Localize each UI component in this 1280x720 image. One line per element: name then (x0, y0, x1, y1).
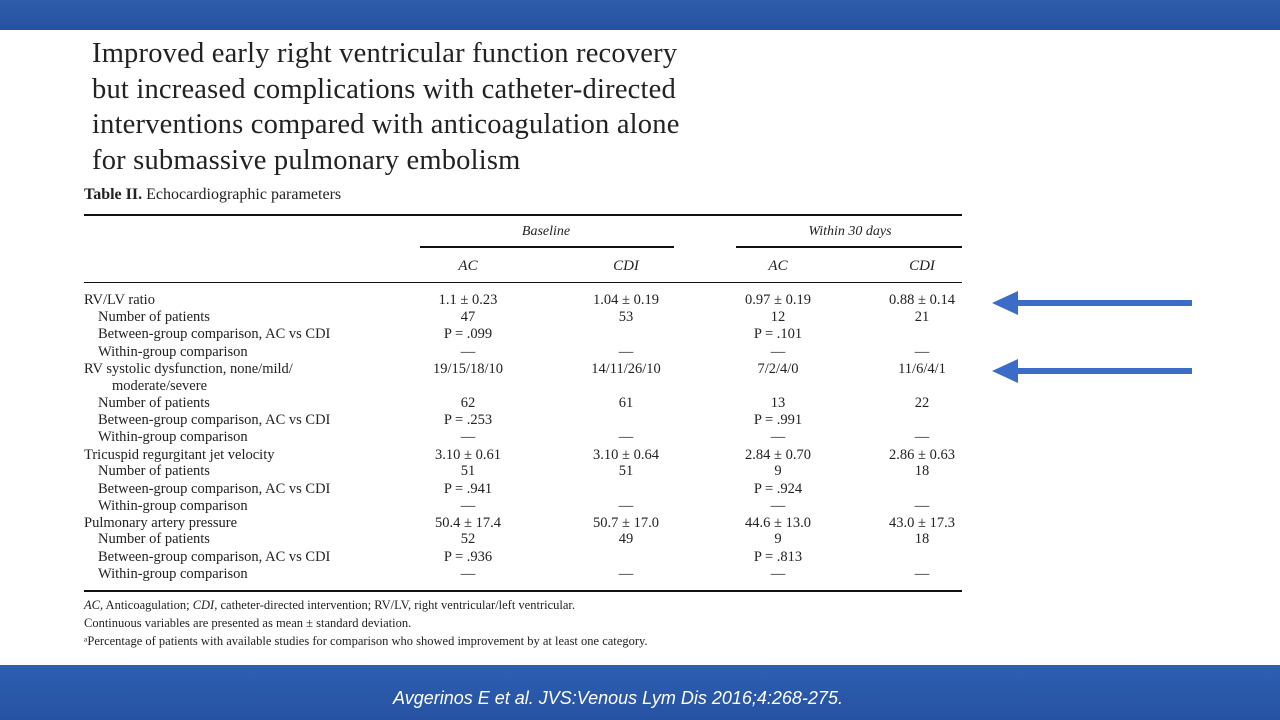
table-cell-value: 50.7 ± 17.0 (593, 515, 659, 531)
row-label: Between-group comparison, AC vs CDI (98, 481, 331, 497)
row-label: Within-group comparison (98, 344, 248, 360)
table-cell-value: — (914, 429, 930, 445)
title-line: interventions compared with anticoagulation alone (92, 109, 680, 140)
table-cell-value: — (914, 344, 930, 360)
table-cell-value: — (618, 429, 634, 445)
table-cell-value: 0.97 ± 0.19 (745, 292, 811, 308)
table-cell-value: 19/15/18/10 (432, 361, 504, 377)
table-cell-value: — (460, 344, 476, 360)
table-cell-value: 9 (774, 531, 782, 547)
table-cell-value: — (618, 566, 634, 582)
table-cell-value: — (770, 498, 786, 514)
row-label-continued: moderate/severe (112, 378, 208, 394)
table-caption-text: Echocardiographic parameters (146, 186, 342, 203)
table-cell-value: 0.88 ± 0.14 (889, 292, 955, 308)
table-cell-value: P = .813 (753, 549, 803, 565)
column-header: AC (768, 258, 788, 274)
table-cell-value: — (460, 429, 476, 445)
title-line: Improved early right ventricular function recovery (92, 38, 678, 69)
row-label: Between-group comparison, AC vs CDI (98, 549, 331, 565)
column-header: CDI (909, 258, 935, 274)
table-cell-value: 7/2/4/0 (757, 361, 799, 377)
row-label: Pulmonary artery pressure (84, 515, 238, 531)
row-label: Number of patients (98, 309, 210, 325)
group-header-baseline: Baseline (521, 224, 571, 239)
table-cell-value: 52 (460, 531, 476, 547)
table-caption-label: Table II. (84, 186, 143, 203)
row-label: Within-group comparison (98, 429, 248, 445)
footnote-percentage: ᵃPercentage of patients with available studies for comparison who showed improvement by at least one category. (84, 634, 648, 648)
slide-title (92, 36, 792, 178)
table-cell-value: 47 (460, 309, 476, 325)
table-cell-value: 12 (770, 309, 786, 325)
table-cell-value: — (770, 344, 786, 360)
table-cell-value: P = .101 (753, 326, 803, 342)
table-cell-value: — (618, 498, 634, 514)
table-cell-value: 3.10 ± 0.61 (435, 447, 501, 463)
table-cell-value: 11/6/4/1 (898, 361, 946, 377)
row-label: Number of patients (98, 395, 210, 411)
row-label: Within-group comparison (98, 566, 248, 582)
table-cell-value: 1.1 ± 0.23 (438, 292, 498, 308)
table-cell-value: P = .253 (443, 412, 493, 428)
table-cell-value: 53 (618, 309, 634, 325)
table-cell-value: 18 (914, 463, 930, 479)
row-label: Tricuspid regurgitant jet velocity (84, 447, 275, 463)
table-cell-value: 44.6 ± 13.0 (745, 515, 811, 531)
table-cell-value: P = .924 (753, 481, 803, 497)
table-cell-value: 50.4 ± 17.4 (435, 515, 501, 531)
row-label: Number of patients (98, 531, 210, 547)
table-cell-value: — (914, 498, 930, 514)
table-cell-value: 18 (914, 531, 930, 547)
table-cell-value: — (618, 344, 634, 360)
table-top-rule (84, 214, 962, 216)
table-cell-value: 9 (774, 463, 782, 479)
baseline-group-rule (420, 246, 674, 248)
arrow-left-icon (992, 290, 1196, 321)
table-cell-value: — (460, 498, 476, 514)
table-cell-value: 43.0 ± 17.3 (889, 515, 955, 531)
column-header: AC (458, 258, 478, 274)
table-cell-value: 2.84 ± 0.70 (745, 447, 811, 463)
table-cell-value: P = .099 (443, 326, 493, 342)
row-label: Number of patients (98, 463, 210, 479)
citation: Avgerinos E et al. JVS:Venous Lym Dis 2016;4:268-275. (393, 688, 843, 708)
row-label: Between-group comparison, AC vs CDI (98, 326, 331, 342)
table-cell-value: — (460, 566, 476, 582)
row-label: Within-group comparison (98, 498, 248, 514)
table-cell-value: — (770, 429, 786, 445)
row-label: RV/LV ratio (84, 292, 155, 308)
table-cell-value: P = .936 (443, 549, 493, 565)
table-cell-value: 61 (618, 395, 634, 411)
row-label: RV systolic dysfunction, none/mild/ (84, 361, 293, 377)
table-cell-value: 1.04 ± 0.19 (593, 292, 659, 308)
within30-group-rule (736, 246, 962, 248)
table-cell-value: — (914, 566, 930, 582)
column-header: CDI (613, 258, 639, 274)
table-cell-value: 62 (460, 395, 476, 411)
table-cell-value: P = .941 (443, 481, 493, 497)
table-cell-value: 21 (914, 309, 930, 325)
table-cell-value: 22 (914, 395, 930, 411)
table-cell-value: 51 (460, 463, 476, 479)
footnote-continuous: Continuous variables are presented as mean ± standard deviation. (84, 616, 412, 630)
table-cell-value: 51 (618, 463, 634, 479)
table-cell-value: 13 (770, 395, 786, 411)
table-caption (84, 186, 341, 204)
title-line: but increased complications with catheter-directed (92, 73, 676, 105)
table-cell-value: 49 (618, 531, 634, 547)
group-header-within-30-days: Within 30 days (808, 224, 892, 239)
table-cell-value: 3.10 ± 0.64 (593, 447, 659, 463)
table-cell-value: 14/11/26/10 (591, 361, 661, 377)
top-banner (0, 0, 1280, 30)
table-bottom-rule (84, 590, 962, 592)
footnote-abbreviations: AC, Anticoagulation; CDI, catheter-directed intervention; RV/LV, right ventricular/left ventricular. (84, 598, 575, 612)
table-cell-value: 2.86 ± 0.63 (889, 447, 955, 463)
header-bottom-rule (84, 282, 962, 283)
title-line: for submassive pulmonary embolism (92, 144, 521, 176)
row-label: Between-group comparison, AC vs CDI (98, 412, 331, 428)
arrow-left-icon (992, 358, 1196, 389)
table-cell-value: — (770, 566, 786, 582)
table-cell-value: P = .991 (753, 412, 803, 428)
